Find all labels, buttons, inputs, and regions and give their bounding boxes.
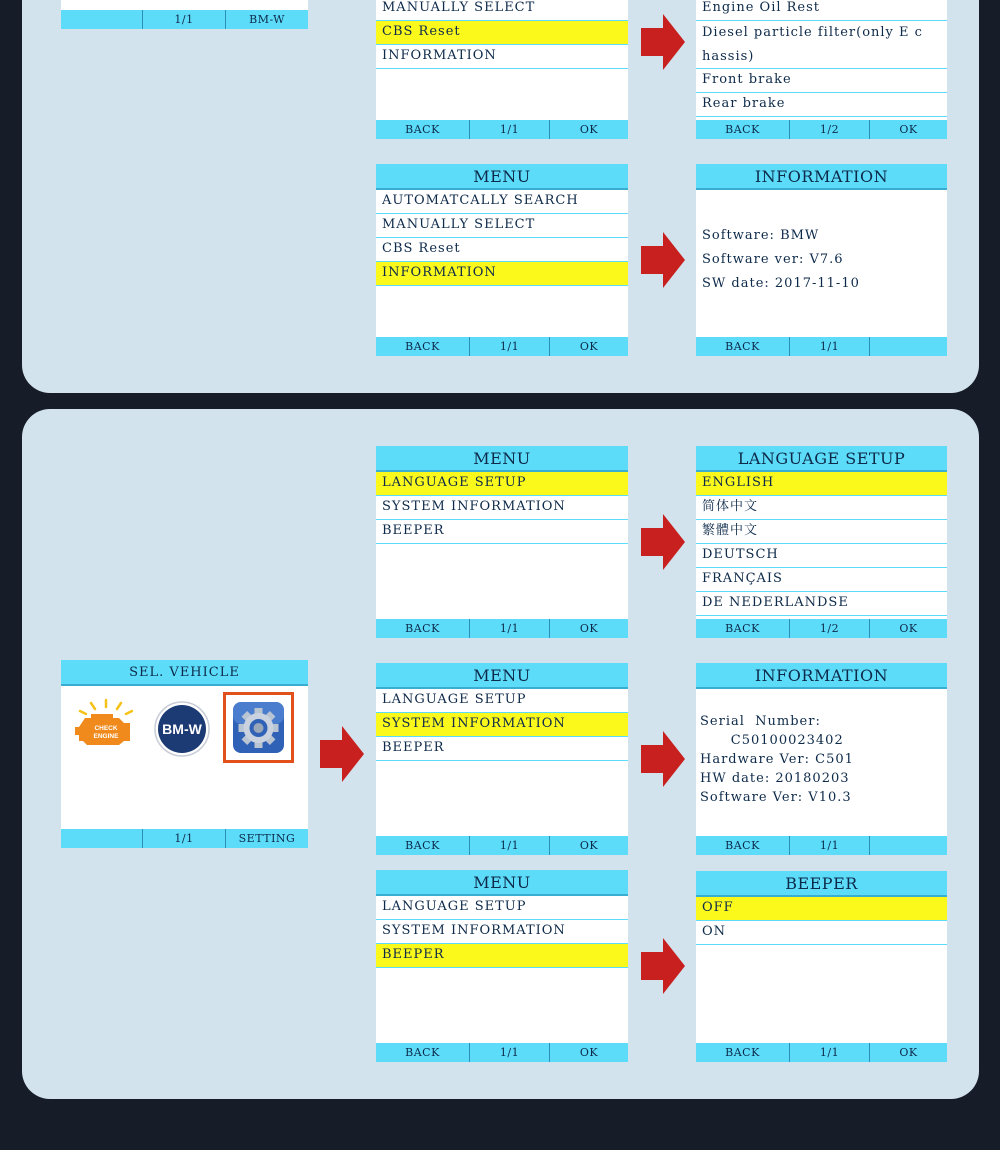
menu-list [376,896,628,968]
page-indicator: 1/1 [790,337,870,356]
back-button[interactable]: BACK [696,1043,790,1062]
ok-button[interactable]: OK [579,1046,599,1059]
screen-footer [696,120,947,139]
menu-screen-info [376,164,628,356]
language-item-selected[interactable]: ENGLISH [696,472,947,496]
screen-footer [696,1043,947,1062]
screen-footer [376,1043,628,1062]
screen-title: INFORMATION [696,164,947,190]
screen-footer [61,10,308,29]
menu-item[interactable]: AUTOMATCALLY SEARCH [376,190,628,214]
screen-footer [376,337,628,356]
menu-item[interactable]: MANUALLY SELECT [376,0,628,21]
menu-item-selected[interactable]: LANGUAGE SETUP [376,472,628,496]
menu-item-selected[interactable]: CBS Reset [376,21,628,45]
vehicle-select-screen [61,660,308,848]
menu-item[interactable]: LANGUAGE SETUP [376,689,628,713]
back-button[interactable]: BACK [696,337,790,356]
footer-blank [870,836,947,855]
menu-item[interactable]: INFORMATION [376,45,628,69]
beeper-options [696,897,947,945]
footer-blank [61,829,143,848]
check-engine-text-2: ENGINE [93,733,119,740]
cbs-item[interactable]: Engine Oil Rest [696,0,947,21]
menu-item-selected[interactable]: BEEPER [376,944,628,968]
arrow-right-icon [641,14,685,70]
menu-screen-sysinfo [376,663,628,855]
screen-footer [376,120,628,139]
menu-screen-language [376,446,628,638]
info-line: SW date: 2017-11-10 [702,276,860,291]
beeper-option-selected[interactable]: OFF [696,897,947,921]
check-engine-text-1: CHECK [94,725,118,732]
check-engine-icon[interactable] [73,698,139,750]
sysinfo-screen [696,663,947,855]
screen-footer [696,619,947,638]
screen-title: MENU [376,446,628,472]
info-line: C50100023402 [700,733,844,748]
arrow-right-icon [641,514,685,570]
menu-list [376,0,628,69]
page-indicator: 1/1 [143,829,226,848]
cbs-list-screen [696,0,947,139]
screen-footer [696,836,947,855]
screen-title: MENU [376,164,628,190]
info-line: Serial Number: [700,714,821,729]
page-indicator: 1/1 [470,337,550,356]
ok-button[interactable]: OK [579,622,599,635]
language-list [696,472,947,616]
language-item[interactable]: 简体中文 [696,496,947,520]
arrow-right-icon [641,938,685,994]
back-button[interactable]: BACK [376,836,470,855]
menu-list [376,472,628,544]
arrow-right-icon [641,232,685,288]
menu-item-selected[interactable]: INFORMATION [376,262,628,286]
beeper-screen [696,871,947,1062]
menu-screen-beeper [376,870,628,1062]
screen-footer [376,619,628,638]
beeper-option[interactable]: ON [696,921,947,945]
arrow-right-icon [641,731,685,787]
page-indicator: 1/1 [470,1043,550,1062]
bmw-logo-text: BM-W [162,721,202,737]
menu-item[interactable]: SYSTEM INFORMATION [376,920,628,944]
language-item[interactable]: DEUTSCH [696,544,947,568]
menu-list [376,190,628,286]
screen-footer [376,836,628,855]
cbs-item[interactable]: Front brake [696,69,947,93]
screen-title: MENU [376,663,628,689]
menu-item[interactable]: SYSTEM INFORMATION [376,496,628,520]
back-button[interactable]: BACK [376,120,470,139]
page-indicator: 1/1 [470,120,550,139]
menu-item[interactable]: CBS Reset [376,238,628,262]
menu-screen-cbs [376,0,628,139]
ok-button[interactable]: OK [899,123,918,136]
page-indicator: 1/1 [790,836,870,855]
ok-button[interactable]: OK [899,1046,918,1059]
cbs-item[interactable]: Rear brake [696,93,947,117]
back-button[interactable]: BACK [696,836,790,855]
page-indicator: 1/1 [790,1043,870,1062]
ok-button[interactable]: OK [579,340,599,353]
ok-button[interactable]: OK [899,622,918,635]
screen-title: BEEPER [696,871,947,897]
setting-button[interactable]: SETTING [238,832,296,845]
menu-item[interactable]: BEEPER [376,737,628,761]
page-indicator: 1/1 [470,619,550,638]
menu-item-selected[interactable]: SYSTEM INFORMATION [376,713,628,737]
info-line: Software Ver: V10.3 [700,790,852,805]
cbs-item[interactable]: Diesel particle filter(only E c hassis) [696,21,947,69]
menu-item[interactable]: BEEPER [376,520,628,544]
info-line: HW date: 20180203 [700,771,850,786]
screen-footer [61,829,308,848]
ok-button[interactable]: OK [579,123,599,136]
back-button[interactable]: BACK [376,337,470,356]
language-screen [696,446,947,638]
language-item[interactable]: 繁體中文 [696,520,947,544]
footer-blank [870,337,947,356]
ok-button[interactable]: OK [579,839,599,852]
page-indicator: 1/1 [143,10,226,29]
language-item[interactable]: DE NEDERLANDSE [696,592,947,616]
back-button[interactable]: BACK [696,120,790,139]
screen-title: INFORMATION [696,663,947,689]
arrow-right-icon [320,726,364,782]
screen-title: LANGUAGE SETUP [696,446,947,472]
page-indicator: 1/1 [470,836,550,855]
page-indicator: 1/2 [790,120,870,139]
menu-item[interactable]: LANGUAGE SETUP [376,896,628,920]
page-indicator: 1/2 [790,619,870,638]
vehicle-screen-top [61,0,308,29]
settings-gear-icon[interactable] [223,692,294,763]
screen-title: SEL. VEHICLE [61,660,308,686]
back-button[interactable]: BACK [376,1043,470,1062]
info-line: Software ver: V7.6 [702,252,844,267]
screen-footer [696,337,947,356]
screen-title: MENU [376,870,628,896]
vehicle-label-button[interactable]: BM-W [249,13,285,26]
back-button[interactable]: BACK [376,619,470,638]
info-body [700,712,943,807]
back-button[interactable]: BACK [696,619,790,638]
cbs-list [696,0,947,117]
menu-list [376,689,628,761]
bmw-logo-icon[interactable] [154,701,210,757]
info-line: Software: BMW [702,228,820,243]
footer-blank [61,10,143,29]
info-line: Hardware Ver: C501 [700,752,854,767]
info-body [702,224,943,296]
info-screen [696,164,947,356]
language-item[interactable]: FRANÇAIS [696,568,947,592]
menu-item[interactable]: MANUALLY SELECT [376,214,628,238]
